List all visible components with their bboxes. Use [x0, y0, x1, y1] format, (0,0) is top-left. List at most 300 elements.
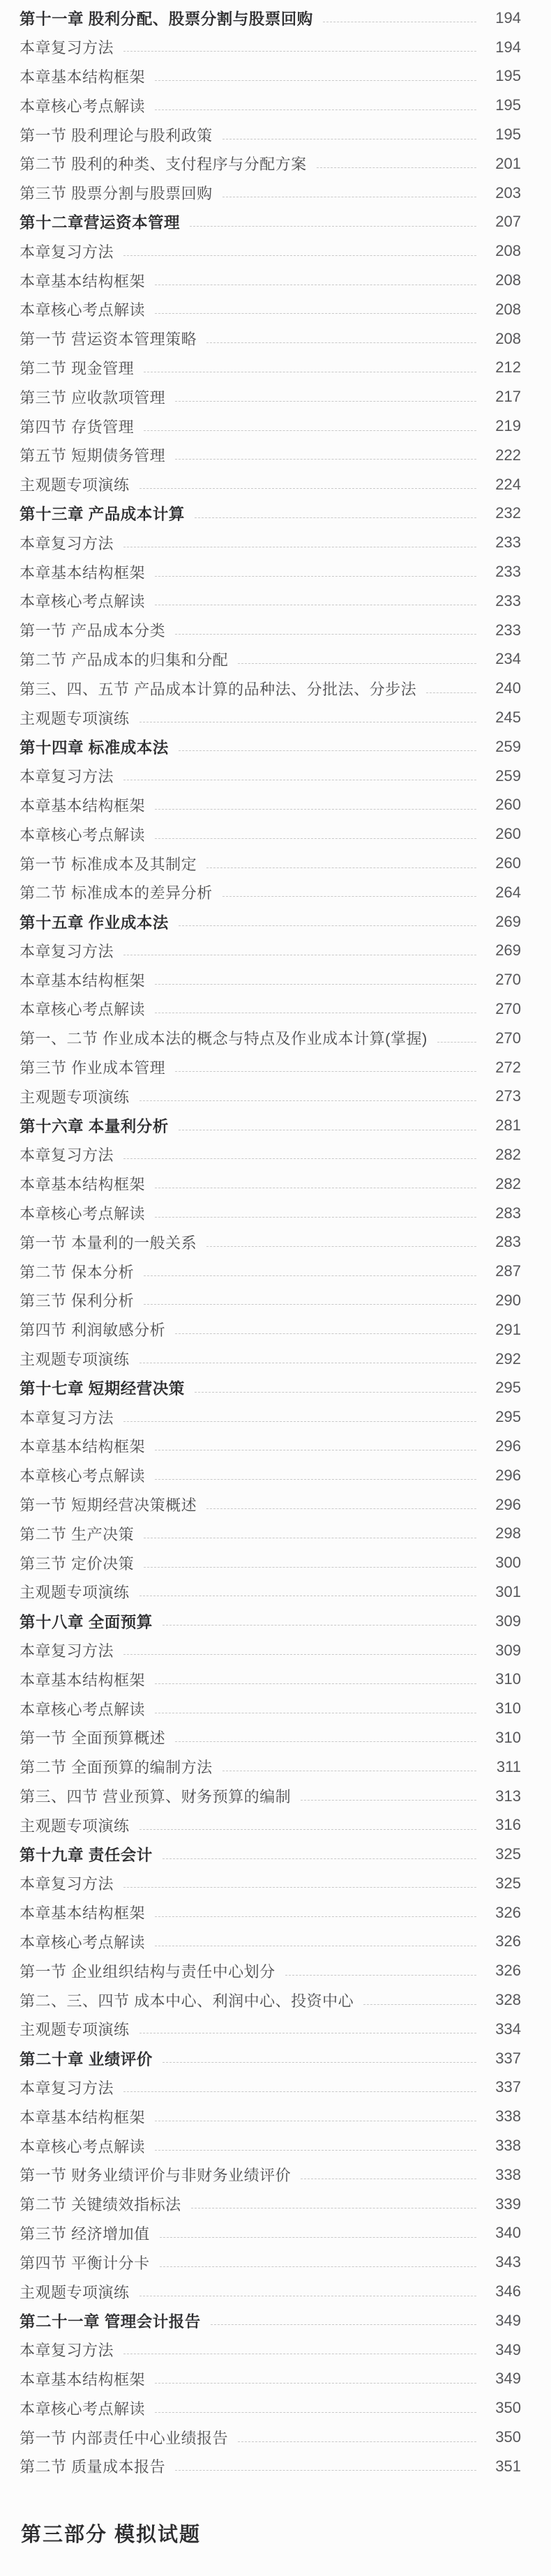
- toc-entry-page-number: 273: [495, 1087, 521, 1105]
- toc-entry-page-number: 208: [495, 242, 521, 260]
- toc-entry-label: 第一节 内部责任中心业绩报告: [20, 2429, 229, 2447]
- dot-leader: [144, 1275, 476, 1276]
- toc-entry-page-number: 282: [495, 1174, 521, 1192]
- dot-leader: [195, 1392, 476, 1393]
- toc-entry-page-number: 350: [495, 2428, 521, 2446]
- toc-section-row: [20, 1723, 521, 1752]
- toc-entry-page-number: 195: [495, 96, 521, 114]
- toc-entry-page-number: 337: [495, 2049, 521, 2067]
- toc-chapter-row: [20, 1373, 521, 1402]
- toc-entry-page-number: 224: [495, 475, 521, 493]
- dot-leader: [179, 925, 476, 926]
- toc-section-row: [20, 2277, 521, 2306]
- toc-section-row: [20, 1461, 521, 1490]
- toc-section-row: [20, 236, 521, 266]
- toc-entry-label: 第一节 财务业绩评价与非财务业绩评价: [20, 2167, 292, 2185]
- toc-entry-label: 本章核心考点解读: [20, 2400, 146, 2418]
- toc-entry-label: 第三节 股票分割与股票回购: [20, 185, 213, 203]
- dot-leader: [155, 2150, 476, 2151]
- toc-section-row: [20, 937, 521, 966]
- toc-section-row: [20, 1024, 521, 1053]
- toc-section-row: [20, 1402, 521, 1432]
- dot-leader: [363, 2004, 476, 2005]
- dot-leader: [206, 342, 476, 343]
- toc-section-row: [20, 1577, 521, 1607]
- toc-entry-label: 第十二章营运资本管理: [20, 214, 181, 232]
- toc-entry-label: 第一节 短期经营决策概述: [20, 1497, 197, 1515]
- toc-section-row: [20, 1227, 521, 1257]
- toc-entry-page-number: 337: [495, 2078, 521, 2096]
- dot-leader: [144, 1304, 476, 1305]
- toc-entry-page-number: 260: [495, 796, 521, 814]
- toc-entry-page-number: 350: [495, 2399, 521, 2417]
- toc-entry-label: 第三节 应收款项管理: [20, 388, 166, 407]
- toc-section-row: [20, 2365, 521, 2394]
- toc-entry-page-number: 295: [495, 1408, 521, 1426]
- dot-leader: [206, 867, 476, 868]
- toc-entry-label: 本章复习方法: [20, 1642, 114, 1660]
- toc-chapter-row: [20, 1607, 521, 1636]
- toc-entry-label: 第二节 关键绩效指标法: [20, 2196, 181, 2214]
- toc-entry-label: 本章核心考点解读: [20, 1467, 146, 1485]
- toc-entry-label: 第一、二节 作业成本法的概念与特点及作业成本计算(掌握): [20, 1030, 428, 1048]
- dot-leader: [155, 1916, 476, 1917]
- dot-leader: [222, 896, 476, 897]
- dot-leader: [144, 430, 476, 431]
- toc-entry-label: 主观题专项演练: [20, 1584, 130, 1602]
- toc-entry-label: 本章复习方法: [20, 39, 114, 57]
- dot-leader: [190, 226, 476, 227]
- toc-entry-label: 本章复习方法: [20, 1146, 114, 1165]
- toc-entry-page-number: 260: [495, 825, 521, 843]
- toc-entry-label: 本章基本结构框架: [20, 1438, 146, 1456]
- toc-entry-page-number: 240: [495, 679, 521, 697]
- dot-leader: [238, 2441, 476, 2442]
- toc-entry-label: 第十四章 标准成本法: [20, 738, 169, 757]
- toc-section-row: [20, 2190, 521, 2219]
- toc-entry-label: 第三节 保利分析: [20, 1292, 135, 1310]
- toc-entry-label: 第十八章 全面预算: [20, 1613, 153, 1631]
- toc-chapter-row: [20, 499, 521, 529]
- dot-leader: [123, 1887, 476, 1888]
- toc-entry-page-number: 287: [495, 1262, 521, 1280]
- toc-entry-page-number: 201: [495, 154, 521, 172]
- toc-entry-page-number: 272: [495, 1058, 521, 1076]
- toc-entry-label: 本章核心考点解读: [20, 1205, 146, 1223]
- toc-section-row: [20, 2131, 521, 2160]
- toc-section-row: [20, 2393, 521, 2423]
- toc-entry-page-number: 259: [495, 737, 521, 755]
- toc-entry-label: 本章复习方法: [20, 1875, 114, 1893]
- toc-entry-label: 第十六章 本量利分析: [20, 1118, 169, 1136]
- dot-leader: [155, 2383, 476, 2384]
- dot-leader: [175, 634, 476, 635]
- toc-entry-page-number: 212: [495, 358, 521, 377]
- toc-entry-label: 第五节 短期债务管理: [20, 447, 166, 465]
- toc-entry-label: 第二节 全面预算的编制方法: [20, 1759, 213, 1777]
- toc-section-row: [20, 2073, 521, 2103]
- dot-leader: [160, 2237, 476, 2238]
- toc-section-row: [20, 965, 521, 994]
- toc-entry-label: 第二十章 业绩评价: [20, 2050, 153, 2068]
- toc-entry-label: 本章基本结构框架: [20, 971, 146, 990]
- dot-leader: [195, 517, 476, 518]
- toc-entry-page-number: 309: [495, 1612, 521, 1630]
- toc-section-row: [20, 586, 521, 616]
- toc-entry-label: 第二节 生产决策: [20, 1525, 135, 1543]
- toc-chapter-row: [20, 2044, 521, 2073]
- toc-entry-page-number: 313: [495, 1787, 521, 1805]
- toc-entry-label: 第一节 营运资本管理策略: [20, 331, 197, 349]
- toc-entry-label: 本章核心考点解读: [20, 97, 146, 115]
- toc-entry-page-number: 291: [495, 1320, 521, 1338]
- toc-section-row: [20, 1694, 521, 1723]
- dot-leader: [155, 80, 476, 81]
- toc-section-row: [20, 1257, 521, 1286]
- toc-section-row: [20, 557, 521, 586]
- dot-leader: [211, 2324, 476, 2325]
- toc-entry-label: 本章核心考点解读: [20, 593, 146, 611]
- toc-entry-page-number: 351: [495, 2457, 521, 2475]
- dot-leader: [317, 167, 476, 168]
- toc-entry-label: 本章核心考点解读: [20, 826, 146, 844]
- toc-entry-label: 本章核心考点解读: [20, 2137, 146, 2155]
- dot-leader: [123, 1421, 476, 1422]
- toc-section-row: [20, 2335, 521, 2365]
- toc-entry-label: 本章复习方法: [20, 534, 114, 552]
- toc-entry-page-number: 217: [495, 388, 521, 406]
- toc-entry-label: 第十五章 作业成本法: [20, 914, 169, 932]
- toc-section-row: [20, 441, 521, 470]
- toc-section-row: [20, 1810, 521, 1840]
- dot-leader: [139, 488, 476, 489]
- toc-section-row: [20, 1956, 521, 1985]
- toc-entry-page-number: 194: [495, 8, 521, 26]
- toc-section-row: [20, 1199, 521, 1228]
- toc-entry-label: 本章复习方法: [20, 243, 114, 261]
- dot-leader: [163, 1625, 476, 1626]
- toc-entry-label: 第一节 标准成本及其制定: [20, 855, 197, 873]
- dot-leader: [144, 1567, 476, 1568]
- toc-entry-page-number: 270: [495, 1029, 521, 1047]
- toc-entry-page-number: 260: [495, 854, 521, 872]
- toc-entry-page-number: 290: [495, 1291, 521, 1309]
- toc-section-row: [20, 295, 521, 324]
- toc-entry-label: 本章基本结构框架: [20, 2370, 146, 2388]
- toc-entry-page-number: 283: [495, 1204, 521, 1222]
- toc-section-row: [20, 674, 521, 703]
- toc-section-row: [20, 2160, 521, 2190]
- toc-entry-page-number: 203: [495, 183, 521, 202]
- toc-entry-page-number: 300: [495, 1554, 521, 1572]
- toc-entry-label: 第四节 存货管理: [20, 418, 135, 436]
- dot-leader: [206, 1508, 476, 1509]
- toc-section-row: [20, 62, 521, 91]
- toc-entry-page-number: 325: [495, 1874, 521, 1892]
- toc-section-row: [20, 2219, 521, 2248]
- toc-entry-page-number: 295: [495, 1379, 521, 1397]
- toc-entry-page-number: 269: [495, 912, 521, 930]
- toc-chapter-row: [20, 208, 521, 237]
- dot-leader: [123, 255, 476, 256]
- toc-entry-page-number: 195: [495, 67, 521, 85]
- dot-leader: [155, 576, 476, 577]
- dot-leader: [123, 51, 476, 52]
- dot-leader: [175, 401, 476, 402]
- toc-entry-page-number: 233: [495, 591, 521, 609]
- toc-entry-label: 本章基本结构框架: [20, 1671, 146, 1689]
- toc-section-row: [20, 1082, 521, 1111]
- toc-entry-page-number: 270: [495, 999, 521, 1017]
- toc-entry-page-number: 281: [495, 1116, 521, 1135]
- toc-entry-label: 本章基本结构框架: [20, 1176, 146, 1194]
- toc-section-row: [20, 1286, 521, 1315]
- toc-entry-page-number: 316: [495, 1816, 521, 1834]
- toc-entry-page-number: 282: [495, 1145, 521, 1163]
- toc-entry-page-number: 325: [495, 1845, 521, 1863]
- toc-entry-label: 本章核心考点解读: [20, 1001, 146, 1019]
- part-heading: 第三部分 模拟试题: [21, 2523, 202, 2546]
- toc-entry-label: 第三、四、五节 产品成本计算的品种法、分批法、分步法: [20, 680, 417, 698]
- toc-entry-page-number: 208: [495, 329, 521, 347]
- toc-entry-page-number: 310: [495, 1699, 521, 1718]
- toc-entry-label: 第十三章 产品成本计算: [20, 506, 185, 524]
- toc-entry-label: 本章基本结构框架: [20, 563, 146, 582]
- toc-section-row: [20, 179, 521, 208]
- toc-section-row: [20, 994, 521, 1024]
- toc-entry-page-number: 264: [495, 883, 521, 901]
- toc-entry-label: 主观题专项演练: [20, 2021, 130, 2039]
- toc-entry-label: 第二节 现金管理: [20, 359, 135, 377]
- toc-section-row: [20, 91, 521, 120]
- toc-entry-page-number: 222: [495, 446, 521, 464]
- toc-entry-page-number: 245: [495, 709, 521, 727]
- toc-entry-label: 第二节 股利的种类、支付程序与分配方案: [20, 156, 307, 174]
- toc-chapter-row: [20, 907, 521, 937]
- toc-section-row: [20, 411, 521, 441]
- toc-entry-page-number: 296: [495, 1437, 521, 1455]
- toc-entry-label: 第三节 作业成本管理: [20, 1059, 166, 1077]
- dot-leader: [155, 809, 476, 810]
- toc-section-row: [20, 1869, 521, 1898]
- toc-section-row: [20, 645, 521, 674]
- toc-section-row: [20, 1344, 521, 1374]
- toc-section-row: [20, 1490, 521, 1520]
- toc-entry-label: 第三节 经济增加值: [20, 2225, 150, 2243]
- toc-entry-page-number: 338: [495, 2137, 521, 2155]
- dot-leader: [155, 838, 476, 839]
- toc-entry-label: 主观题专项演练: [20, 1817, 130, 1835]
- toc-section-row: [20, 1636, 521, 1665]
- toc-section-row: [20, 528, 521, 557]
- toc-entry-page-number: 292: [495, 1349, 521, 1367]
- toc-entry-page-number: 326: [495, 1903, 521, 1921]
- toc-entry-label: 本章基本结构框架: [20, 1904, 146, 1923]
- dot-leader: [155, 1217, 476, 1218]
- toc-entry-label: 第一节 本量利的一般关系: [20, 1234, 197, 1252]
- toc-section-row: [20, 878, 521, 907]
- toc-entry-page-number: 339: [495, 2195, 521, 2213]
- toc-entry-page-number: 233: [495, 563, 521, 581]
- toc-section-row: [20, 120, 521, 149]
- toc-entry-label: 第二节 保本分析: [20, 1263, 135, 1281]
- dot-leader: [179, 750, 476, 751]
- toc-entry-label: 本章核心考点解读: [20, 1933, 146, 1951]
- toc-section-row: [20, 382, 521, 411]
- dot-leader: [139, 1829, 476, 1830]
- dot-leader: [155, 984, 476, 985]
- toc-entry-label: 第一节 全面预算概述: [20, 1729, 166, 1748]
- dot-leader: [139, 1100, 476, 1101]
- dot-leader: [175, 459, 476, 460]
- dot-leader: [175, 1333, 476, 1334]
- toc-entry-label: 本章复习方法: [20, 768, 114, 786]
- toc-entry-page-number: 269: [495, 941, 521, 960]
- dot-leader: [238, 663, 476, 664]
- toc-entry-label: 第二节 产品成本的归集和分配: [20, 651, 229, 669]
- toc-entry-page-number: 326: [495, 1962, 521, 1980]
- toc-section-row: [20, 354, 521, 383]
- dot-leader: [123, 1654, 476, 1655]
- toc-section-row: [20, 616, 521, 645]
- toc-entry-page-number: 207: [495, 213, 521, 231]
- toc-entry-page-number: 309: [495, 1641, 521, 1659]
- toc-section-row: [20, 703, 521, 732]
- toc-section-row: [20, 791, 521, 820]
- toc-chapter-row: [20, 3, 521, 33]
- dot-leader: [160, 2266, 476, 2267]
- toc-entry-label: 第一节 企业组织结构与责任中心划分: [20, 1962, 276, 1980]
- toc-entry-label: 本章基本结构框架: [20, 272, 146, 290]
- toc-entry-page-number: 349: [495, 2340, 521, 2358]
- toc-entry-page-number: 340: [495, 2224, 521, 2242]
- toc-entry-label: 主观题专项演练: [20, 1088, 130, 1106]
- dot-leader: [155, 1683, 476, 1684]
- toc-section-row: [20, 1548, 521, 1577]
- dot-leader: [163, 1858, 476, 1859]
- toc-entry-label: 本章基本结构框架: [20, 796, 146, 815]
- dot-leader: [123, 1158, 476, 1159]
- toc-chapter-row: [20, 2306, 521, 2335]
- toc-entry-page-number: 301: [495, 1582, 521, 1600]
- toc-entry-label: 第十七章 短期经营决策: [20, 1380, 185, 1398]
- toc-entry-page-number: 338: [495, 2165, 521, 2183]
- dot-leader: [206, 1246, 476, 1247]
- toc-section-row: [20, 2248, 521, 2277]
- toc-entry-page-number: 208: [495, 271, 521, 289]
- toc-entry-label: 第二节 标准成本的差异分析: [20, 884, 213, 902]
- toc-entry-label: 第二十一章 管理会计报告: [20, 2312, 201, 2331]
- toc-section-row: [20, 1898, 521, 1927]
- toc-entry-label: 本章核心考点解读: [20, 1700, 146, 1718]
- toc-entry-page-number: 296: [495, 1466, 521, 1484]
- toc-entry-page-number: 311: [496, 1757, 521, 1775]
- toc-entry-label: 主观题专项演练: [20, 2283, 130, 2301]
- dot-leader: [175, 1071, 476, 1072]
- toc-entry-label: 第二、三、四节 成本中心、利润中心、投资中心: [20, 1992, 354, 2010]
- toc-section-row: [20, 1985, 521, 2015]
- toc-entry-page-number: 296: [495, 1495, 521, 1513]
- toc-entry-label: 主观题专项演练: [20, 709, 130, 727]
- dot-leader: [155, 109, 476, 110]
- toc-entry-page-number: 234: [495, 650, 521, 668]
- toc-entry-label: 本章复习方法: [20, 1409, 114, 1427]
- toc-entry-label: 第十一章 股利分配、股票分割与股票回购: [20, 10, 313, 28]
- dot-leader: [155, 1479, 476, 1480]
- toc-entry-page-number: 310: [495, 1670, 521, 1688]
- toc-chapter-row: [20, 1111, 521, 1140]
- toc-section-row: [20, 266, 521, 295]
- toc-entry-label: 第十九章 责任会计: [20, 1847, 153, 1865]
- toc-section-row: [20, 1927, 521, 1957]
- dot-leader: [175, 1741, 476, 1742]
- toc-entry-label: 第四节 平衡计分卡: [20, 2254, 150, 2272]
- toc-entry-page-number: 338: [495, 2107, 521, 2126]
- toc-section-row: [20, 849, 521, 878]
- toc-section-row: [20, 1140, 521, 1169]
- toc-section-row: [20, 1315, 521, 1344]
- toc-entry-page-number: 233: [495, 621, 521, 639]
- toc-chapter-row: [20, 1840, 521, 1869]
- toc-section-row: [20, 324, 521, 354]
- toc-section-row: [20, 2102, 521, 2131]
- toc-entry-label: 第三、四节 营业预算、财务预算的编制: [20, 1788, 292, 1805]
- toc-entry-label: 主观题专项演练: [20, 1351, 130, 1369]
- toc-section-row: [20, 1053, 521, 1082]
- dot-leader: [163, 2062, 476, 2063]
- toc-entry-label: 第二节 质量成本报告: [20, 2458, 166, 2476]
- toc-entry-page-number: 310: [495, 1728, 521, 1746]
- toc-section-row: [20, 149, 521, 179]
- toc-section-row: [20, 819, 521, 849]
- toc-chapter-row: [20, 732, 521, 762]
- dot-leader: [301, 1800, 476, 1801]
- toc-section-row: [20, 1752, 521, 1782]
- dot-leader: [155, 313, 476, 314]
- toc-entry-label: 本章复习方法: [20, 942, 114, 960]
- toc-entry-page-number: 343: [495, 2253, 521, 2271]
- dot-leader: [426, 692, 476, 693]
- toc-entry-page-number: 194: [495, 38, 521, 56]
- toc-entry-label: 本章基本结构框架: [20, 68, 146, 86]
- toc-entry-page-number: 259: [495, 766, 521, 785]
- toc-entry-page-number: 326: [495, 1932, 521, 1950]
- toc-section-row: [20, 1169, 521, 1199]
- toc-section-row: [20, 2452, 521, 2481]
- toc-entry-page-number: 233: [495, 533, 521, 552]
- toc-entry-page-number: 346: [495, 2282, 521, 2301]
- toc-entry-page-number: 270: [495, 971, 521, 989]
- dot-leader: [175, 2470, 476, 2471]
- toc-entry-page-number: 283: [495, 1233, 521, 1251]
- toc-entry-label: 本章核心考点解读: [20, 301, 146, 319]
- dot-leader: [155, 2412, 476, 2413]
- toc-entry-label: 主观题专项演练: [20, 476, 130, 494]
- toc-entry-label: 第三节 定价决策: [20, 1554, 135, 1573]
- toc-section-row: [20, 1432, 521, 1461]
- toc-section-row: [20, 762, 521, 791]
- toc-entry-label: 本章基本结构框架: [20, 2108, 146, 2126]
- toc-section-row: [20, 1519, 521, 1548]
- toc-entry-page-number: 208: [495, 300, 521, 318]
- toc-entry-page-number: 349: [495, 2311, 521, 2329]
- toc-entry-label: 本章复习方法: [20, 2342, 114, 2360]
- toc-section-row: [20, 470, 521, 499]
- toc-entry-label: 第一节 股利理论与股利政策: [20, 126, 213, 144]
- toc-entry-page-number: 328: [495, 1991, 521, 2009]
- toc-entry-page-number: 349: [495, 2370, 521, 2388]
- dot-leader: [437, 1042, 476, 1043]
